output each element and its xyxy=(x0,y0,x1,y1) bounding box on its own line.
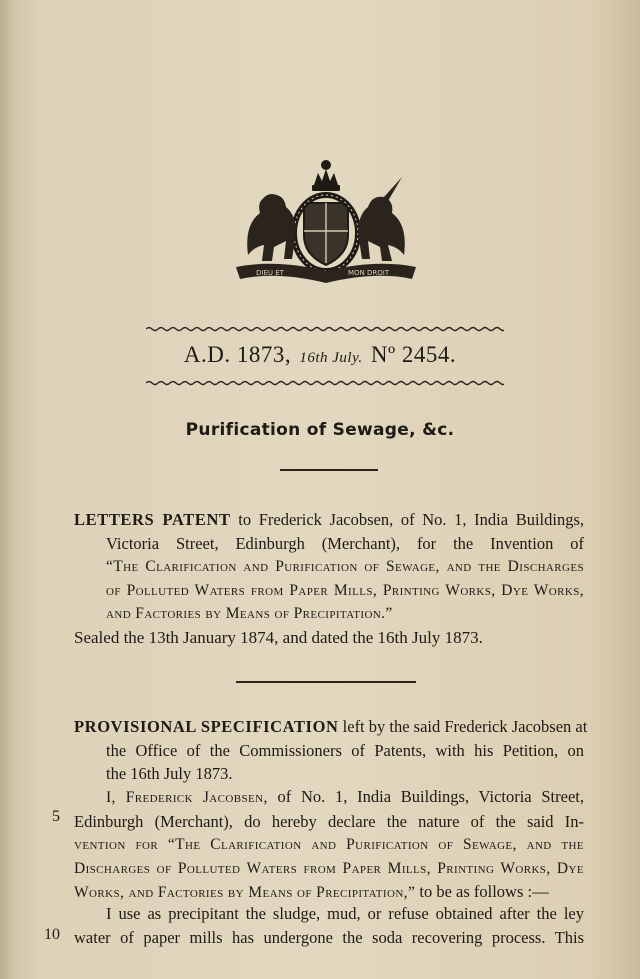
divider-2 xyxy=(236,681,416,683)
declaration-line: Works, and Factories by Means of Precipitation,” to be as follows :— xyxy=(74,882,549,901)
body-line: I use as precipitant the sludge, mud, or refuse obtained after the ley xyxy=(106,904,584,923)
patent-number: Nº 2454. xyxy=(370,342,457,367)
royal-coat-of-arms-icon xyxy=(226,155,426,290)
ornamental-rule-bottom xyxy=(146,379,504,387)
letters-patent-paragraph xyxy=(74,508,584,626)
body-line: water of paper mills has undergone the soda recovering process. This xyxy=(74,927,584,947)
sealed-line: Sealed the 13th January 1874, and dated the 16th July 1873. xyxy=(74,628,483,647)
provisional-line: PROVISIONAL SPECIFICATION left by the said Frederick Jacobsen at xyxy=(74,717,588,736)
letters-patent-line: and Factories by Means of Precipitation.” xyxy=(106,605,393,622)
margin-number-5: 5 xyxy=(52,808,60,825)
patent-header xyxy=(0,342,640,368)
motto-right: MON DROIT xyxy=(348,269,390,277)
letters-patent-line: Victoria Street, Edinburgh (Merchant), for the Invention of xyxy=(106,533,584,553)
margin-number-10: 10 xyxy=(44,926,60,943)
ornamental-rule-top xyxy=(146,325,504,333)
provisional-paragraph xyxy=(74,715,588,786)
patent-subject: Purification of Sewage, &c. xyxy=(185,420,455,440)
declaration-paragraph xyxy=(74,785,584,905)
patent-date: 16th July. xyxy=(299,350,363,366)
declaration-line: Edinburgh (Merchant), do hereby declare the nature of the said In- xyxy=(74,811,584,831)
letters-patent-line: “The Clarification and Purification of Sewage, and the Discharges xyxy=(106,558,584,575)
declaration-line: vention for “The Clarification and Purification of Sewage, and the xyxy=(74,836,584,853)
provisional-line: the Office of the Commissioners of Patents, with his Petition, on xyxy=(106,740,584,760)
divider-1 xyxy=(280,469,378,471)
motto-left: DIEU ET xyxy=(256,269,284,277)
letters-patent-line: of Polluted Waters from Paper Mills, Printing Works, Dye Works, xyxy=(106,581,584,599)
letters-patent-line: LETTERS PATENT to Frederick Jacobsen, of No. 1, India Buildings, xyxy=(74,510,584,529)
declaration-line: Discharges of Polluted Waters from Paper Mills, Printing Works, Dye xyxy=(74,859,584,877)
declaration-line: I, Frederick Jacobsen, of No. 1, India Buildings, Victoria Street, xyxy=(106,787,584,806)
body-paragraph xyxy=(74,902,584,949)
patent-year: A.D. 1873, xyxy=(183,342,292,367)
provisional-line: the 16th July 1873. xyxy=(106,764,233,783)
